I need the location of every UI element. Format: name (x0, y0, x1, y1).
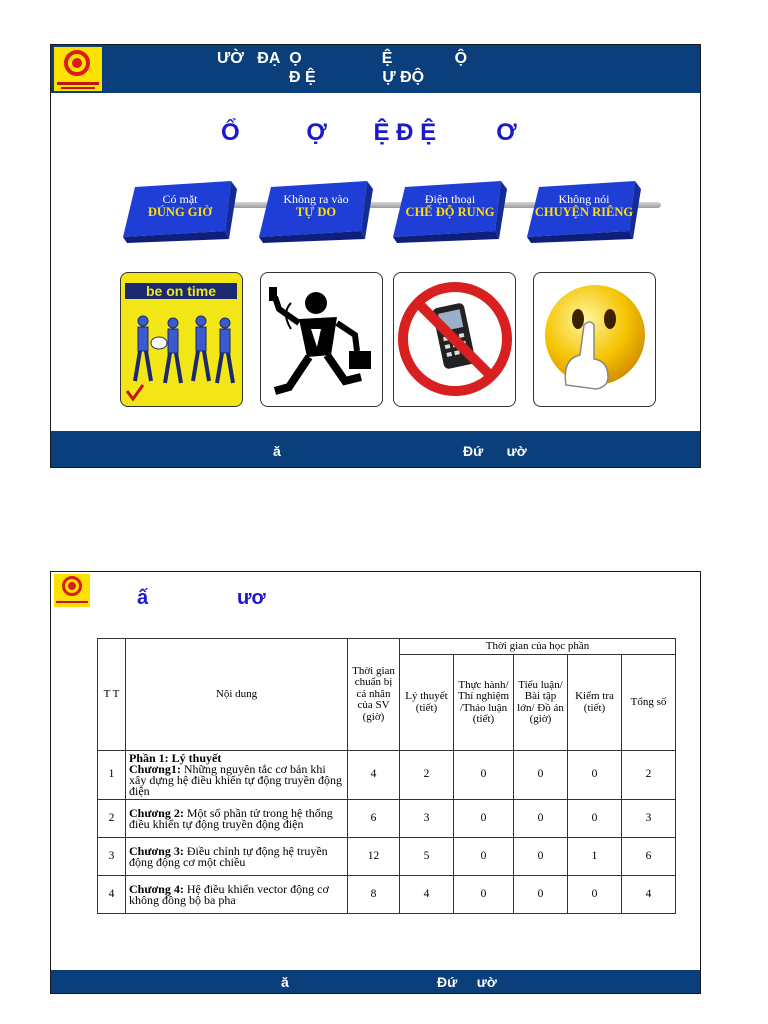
marching-band-icon (121, 273, 243, 407)
slide-classroom-rules (50, 44, 701, 468)
shush-face-icon (534, 273, 656, 407)
slide-footer (51, 431, 700, 468)
footer-right-text: Đứ ườ (437, 974, 497, 990)
header-essay: Tiểu luận/ Bài tập lớn/ Đồ án (giờ) (514, 655, 568, 751)
header-tt: T T (98, 639, 126, 751)
slide-footer (51, 970, 700, 994)
footer-right-text: Đứ ườ (463, 443, 527, 459)
table-row: 4 Chương 4: Hệ điều khiển vector động cơ không đồng bộ ba pha 8 4 0 0 0 4 (98, 876, 676, 914)
header-line-2: Đ Ệ Ự ĐỘ (289, 69, 425, 86)
rule-no-talking: Không nói CHUYỆN RIÊNG (525, 177, 643, 243)
header-line-1: ƯỜ ĐẠ Ọ Ệ Ộ (217, 50, 468, 67)
header-practice: Thực hành/ Thí nghiệm /Thảo luận (tiết) (454, 655, 514, 751)
no-phone-icon (394, 273, 516, 407)
header-total: Tổng số (622, 655, 676, 751)
running-businessman-icon (261, 273, 383, 407)
rule-phone-silent: Điện thoại CHẾ ĐỘ RUNG (391, 177, 509, 243)
slide-header (51, 45, 700, 93)
header-course-time: Thời gian của học phần (400, 639, 676, 655)
rule-no-leaving: Không ra vào TỰ DO (257, 177, 375, 243)
header-prep-time: Thời gian chuẩn bị cá nhân của SV (giờ) (348, 639, 400, 751)
no-phone-image (393, 272, 516, 407)
header-theory: Lý thuyết (tiết) (400, 655, 454, 751)
course-plan-table (97, 638, 676, 914)
slide-title: Ổ Ợ Ệ Đ Ệ Ơ (221, 119, 517, 146)
be-on-time-image (120, 272, 243, 407)
header-content: Nội dung (126, 639, 348, 751)
running-man-image (260, 272, 383, 407)
university-logo (54, 47, 102, 91)
shush-smiley-image (533, 272, 656, 407)
header-test: Kiểm tra (tiết) (568, 655, 622, 751)
slide-course-structure (50, 571, 701, 994)
university-logo (54, 574, 90, 607)
table-row: 1 Phần 1: Lý thuyết Chương1: Những nguyên tắc cơ bản khi xây dựng hệ điều khiển tự động truyền động điện 4 2 0 0 0 2 (98, 751, 676, 800)
footer-left-text: ă (273, 443, 281, 459)
table-row: 3 Chương 3: Điều chỉnh tự động hệ truyền động động cơ một chiều 12 5 0 0 1 6 (98, 838, 676, 876)
rule-on-time: Có mặt ĐÚNG GIỜ (121, 177, 239, 243)
table-row: 2 Chương 2: Một số phần tử trong hệ thống điều khiển tự động truyền động điện 6 3 0 0 0 3 (98, 800, 676, 838)
slide-title: ấ ươ (137, 587, 266, 609)
footer-left-text: ă (281, 974, 289, 990)
be-on-time-banner: be on time (125, 283, 237, 299)
